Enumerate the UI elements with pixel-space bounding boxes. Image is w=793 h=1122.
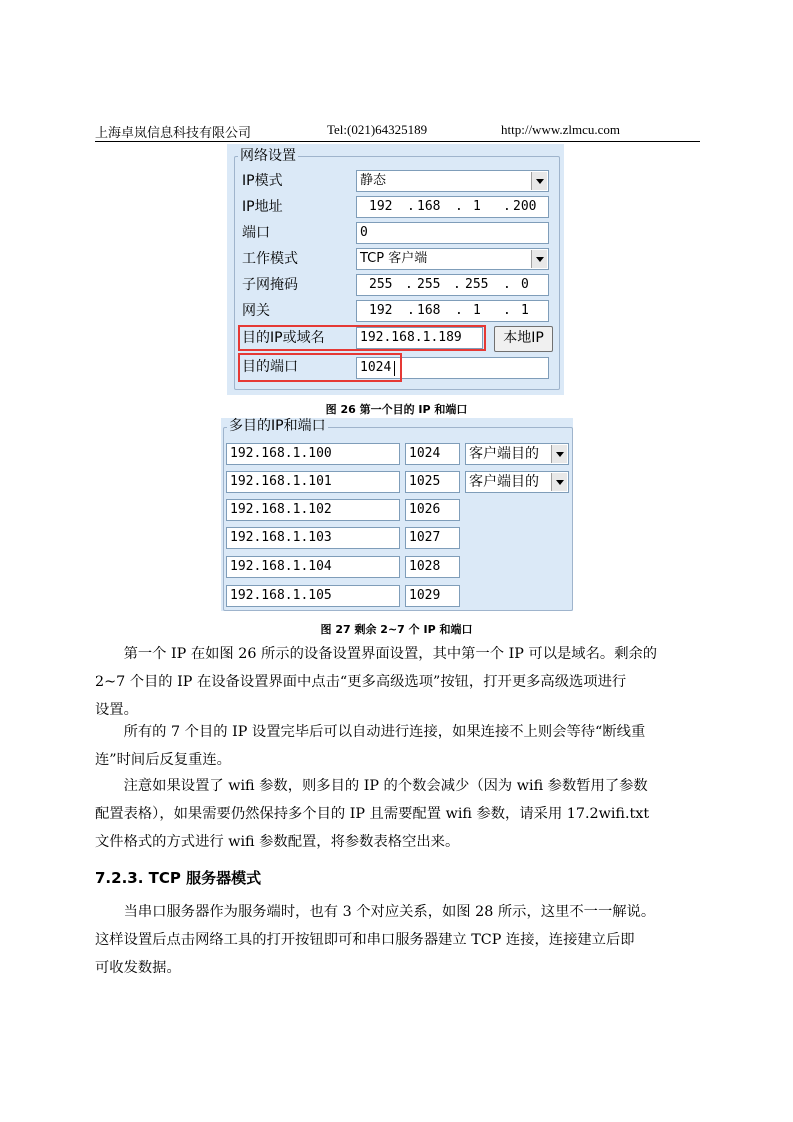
header-tel: Tel:(021)64325189 [327, 122, 428, 137]
ip-dot: . [453, 277, 461, 292]
chevron-down-icon[interactable] [551, 473, 567, 491]
gw-octet-1: 192 [369, 303, 393, 318]
subnet-mask-label: 子网掩码 [242, 277, 298, 293]
ip-octet-4: 200 [513, 199, 537, 214]
ip-address-input[interactable] [356, 196, 549, 218]
dest-port-3-input[interactable]: 1025 [405, 471, 460, 493]
dest-ip-2-input[interactable]: 192.168.1.100 [226, 443, 400, 465]
highlight-dest-port [238, 353, 402, 382]
dest-ip-label: 目的IP或域名 [242, 330, 325, 346]
paragraph-line: 文件格式的方式进行 wifi 参数配置，将参数表格空出来。 [95, 834, 460, 850]
paragraph-line: 配置表格），如果需要仍然保持多个目的 IP 且需要配置 wifi 参数，请采用 17.2wifi.txt [95, 806, 650, 822]
dest-mode-2-value: 客户端目的 [469, 446, 539, 462]
paragraph-2 [95, 718, 700, 774]
gateway-input[interactable] [356, 300, 549, 322]
ip-mode-value: 静态 [360, 173, 387, 188]
multi-dest-title: 多目的IP和端口 [229, 418, 326, 434]
ip-address-label: IP地址 [242, 199, 283, 215]
dest-port-label: 目的端口 [242, 359, 298, 375]
port-input[interactable]: 0 [356, 222, 549, 244]
mask-octet-1: 255 [369, 277, 393, 292]
dest-port-5-input[interactable]: 1027 [405, 527, 460, 549]
section-heading: 7.2.3. TCP 服务器模式 [95, 869, 262, 887]
ip-octet-1: 192 [369, 199, 393, 214]
paragraph-3 [95, 772, 700, 856]
ip-octet-2: 168 [417, 199, 441, 214]
ip-dot: . [503, 303, 511, 318]
dest-mode-2-select[interactable] [465, 443, 569, 465]
dest-mode-3-value: 客户端目的 [469, 474, 539, 490]
dest-ip-5-input[interactable]: 192.168.1.103 [226, 527, 400, 549]
work-mode-value: TCP 客户端 [360, 251, 428, 266]
gateway-label: 网关 [242, 303, 270, 319]
paragraph-line: 注意如果设置了 wifi 参数，则多目的 IP 的个数会减少（因为 wifi 参数暂用了参数 [95, 778, 648, 794]
gw-octet-2: 168 [417, 303, 441, 318]
local-ip-button[interactable]: 本地IP [494, 326, 553, 352]
dest-ip-input[interactable]: 192.168.1.189 [356, 327, 483, 349]
paragraph-line: 这样设置后点击网络工具的打开按钮即可和串口服务器建立 TCP 连接，连接建立后即 [95, 932, 635, 948]
mask-octet-3: 255 [465, 277, 489, 292]
paragraph-line: 所有的 7 个目的 IP 设置完毕后可以自动进行连接，如果连接不上则会等待“断线重 [95, 724, 646, 740]
work-mode-select[interactable] [356, 248, 549, 270]
dest-ip-7-input[interactable]: 192.168.1.105 [226, 585, 400, 607]
subnet-mask-input[interactable] [356, 274, 549, 296]
work-mode-label: 工作模式 [242, 251, 298, 267]
ip-mode-select[interactable] [356, 170, 549, 192]
paragraph-4 [95, 898, 700, 982]
dest-ip-6-input[interactable]: 192.168.1.104 [226, 556, 400, 578]
ip-dot: . [455, 303, 463, 318]
paragraph-line: 当串口服务器作为服务端时，也有 3 个对应关系，如图 28 所示，这里不一一解说。 [95, 904, 656, 920]
dest-ip-3-input[interactable]: 192.168.1.101 [226, 471, 400, 493]
paragraph-line: 2~7 个目的 IP 在设备设置界面中点击“更多高级选项”按钮，打开更多高级选项进行 [95, 674, 627, 690]
paragraph-line: 连”时间后反复重连。 [95, 752, 231, 768]
dest-port-7-input[interactable]: 1029 [405, 585, 460, 607]
paragraph-line: 第一个 IP 在如图 26 所示的设备设置界面设置，其中第一个 IP 可以是域名。剩余的 [95, 646, 658, 662]
mask-octet-4: 0 [521, 277, 529, 292]
ip-dot: . [503, 277, 511, 292]
ip-dot: . [407, 199, 415, 214]
gw-octet-4: 1 [521, 303, 529, 318]
ip-mode-label: IP模式 [242, 173, 283, 189]
ip-dot: . [407, 303, 415, 318]
ip-dot: . [503, 199, 511, 214]
highlight-dest-ip [238, 325, 486, 351]
dest-port-6-input[interactable]: 1028 [405, 556, 460, 578]
dest-port-value: 1024 [360, 360, 392, 375]
chevron-down-icon[interactable] [531, 172, 547, 190]
paragraph-line: 设置。 [95, 702, 138, 718]
chevron-down-icon[interactable] [551, 445, 567, 463]
port-label: 端口 [242, 225, 270, 241]
header-url: http://www.zlmcu.com [501, 122, 621, 137]
page-header [95, 121, 700, 142]
gw-octet-3: 1 [473, 303, 481, 318]
ip-octet-3: 1 [473, 199, 481, 214]
dest-port-4-input[interactable]: 1026 [405, 499, 460, 521]
dest-port-2-input[interactable]: 1024 [405, 443, 460, 465]
paragraph-1 [95, 640, 700, 724]
paragraph-line: 可收发数据。 [95, 960, 181, 976]
dest-ip-4-input[interactable]: 192.168.1.102 [226, 499, 400, 521]
ip-dot: . [455, 199, 463, 214]
dest-mode-3-select[interactable] [465, 471, 569, 493]
chevron-down-icon[interactable] [531, 250, 547, 268]
figure-27-multi-dest [221, 418, 573, 611]
figure-27-caption: 图 27 剩余 2~7 个 IP 和端口 [320, 623, 473, 636]
mask-octet-2: 255 [417, 277, 441, 292]
figure-26-network-settings [227, 144, 564, 395]
network-settings-title: 网络设置 [240, 148, 296, 164]
figure-26-caption: 图 26 第一个目的 IP 和端口 [325, 403, 468, 416]
ip-dot: . [405, 277, 413, 292]
header-company: 上海卓岚信息科技有限公司 [95, 125, 252, 140]
